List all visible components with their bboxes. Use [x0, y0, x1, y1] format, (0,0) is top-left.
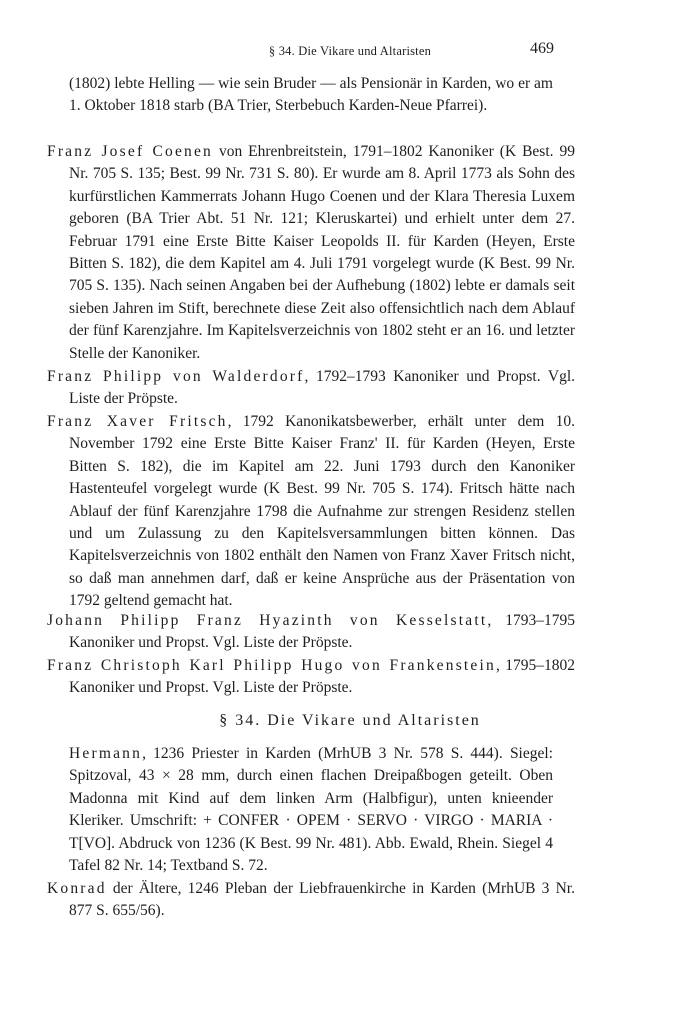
entry-name: Johann Philipp Franz Hyazinth von Kesselstatt: [47, 612, 488, 629]
entry-continuation: [69, 73, 553, 118]
entry-fritsch: [47, 411, 575, 613]
entry-text: (1802) lebte Helling — wie sein Bruder — als Pensionär in Karden, wo er am 1. Oktober 1818 starb (BA Trier, Sterbebuch Karden-Neue Pfarrei).: [69, 75, 553, 115]
entry-name: Franz Philipp von Walderdorf: [47, 368, 305, 385]
entry-coenen: [47, 141, 575, 365]
section-heading: § 34. Die Vikare und Altaristen: [219, 712, 481, 729]
running-head-title: § 34. Die Vikare und Altaristen: [268, 44, 432, 58]
page-number: 469: [530, 40, 554, 57]
entry-name: Franz Christoph Karl Philipp Hugo von Frankenstein: [47, 657, 496, 674]
entry-konrad: [47, 878, 575, 923]
entry-text: der Ältere, 1246 Pleban der Liebfrauenkirche in Karden (MrhUB 3 Nr. 877 S. 655/56).: [69, 880, 575, 920]
entry-text: , 1795–1802 Kanoniker und Propst. Vgl. Liste der Pröpste.: [69, 657, 575, 697]
entry-frankenstein: [47, 655, 575, 700]
entry-text: von Ehrenbreitstein, 1791–1802 Kanoniker (K Best. 99 Nr. 705 S. 135; Best. 99 Nr. 731 S. 80). Er wurde am 8. April 1773 als Sohn des kurfürstlichen Kammerrats Johann Hugo Coenen und der Klara Theresia Luxem geboren (BA Trier Abt. 51 Nr. 121; Kleruskartei) und erhielt unter dem 27. Februar 1791 eine Erste Bitte Kaiser Leopolds II. für Karden (Heyen, Erste Bitten S. 182), die dem Kapitel am 4. Juli 1791 vorgelegt wurde (K Best. 99 Nr. 705 S. 135). Nach seinen Angaben bei der Aufhebung (1802) lebte er damals seit sieben Jahren im Stift, berechnete diese Zeit also offensichtlich nach dem Ablauf der fünf Karenzjahre. Im Kapitelsverzeichnis von 1802 steht er an 16. und letzter Stelle der Kanoniker.: [69, 143, 575, 362]
entry-name: Franz Xaver Fritsch: [47, 413, 228, 430]
entry-name: Franz Josef Coenen: [47, 143, 214, 160]
entry-walderdorf: [47, 366, 575, 411]
entry-hermann: [69, 743, 553, 877]
entry-text: , 1792–1793 Kanoniker und Propst. Vgl. Liste der Pröpste.: [69, 368, 576, 408]
entry-text: , 1236 Priester in Karden (MrhUB 3 Nr. 578 S. 444). Siegel: Spitzoval, 43 × 28 mm, durch einen flachen Dreipaßbogen geteilt. Oben Madonna mit Kind auf dem linken Arm (Halbfigur), unten knieender Kleriker. Umschrift: + CONFER · OPEM · SERVO · VIRGO · MARIA · T[VO]. Abdruck von 1236 (K Best. 99 Nr. 481). Abb. Ewald, Rhein. Siegel 4 Tafel 82 Nr. 14; Textband S. 72.: [69, 745, 553, 875]
running-head: [0, 40, 700, 62]
entry-text: , 1792 Kanonikatsbewerber, erhält unter dem 10. November 1792 eine Erste Bitte Kaiser Franz' II. für Karden (Heyen, Erste Bitten S. 182), die im Kapitel am 22. Juni 1793 durch den Kanoniker Hastenteufel vorgelegt wurde (K Best. 99 Nr. 705 S. 174). Fritsch hätte nach Ablauf der fünf Karenzjahre 1798 die Aufnahme zur strengen Residenz stellen und um Zulassung zu den Kapitelsversammlungen bitten können. Das Kapitelsverzeichnis von 1802 enthält den Namen von Franz Xaver Fritsch nicht, so daß man annehmen darf, daß er keine Ansprüche aus der Präsentation von 1792 geltend gemacht hat.: [69, 413, 576, 610]
entry-kesselstatt: [47, 610, 575, 655]
entry-name: Hermann: [69, 745, 143, 762]
entry-name: Konrad: [47, 880, 107, 897]
entry-text: , 1793–1795 Kanoniker und Propst. Vgl. Liste der Pröpste.: [69, 612, 575, 652]
